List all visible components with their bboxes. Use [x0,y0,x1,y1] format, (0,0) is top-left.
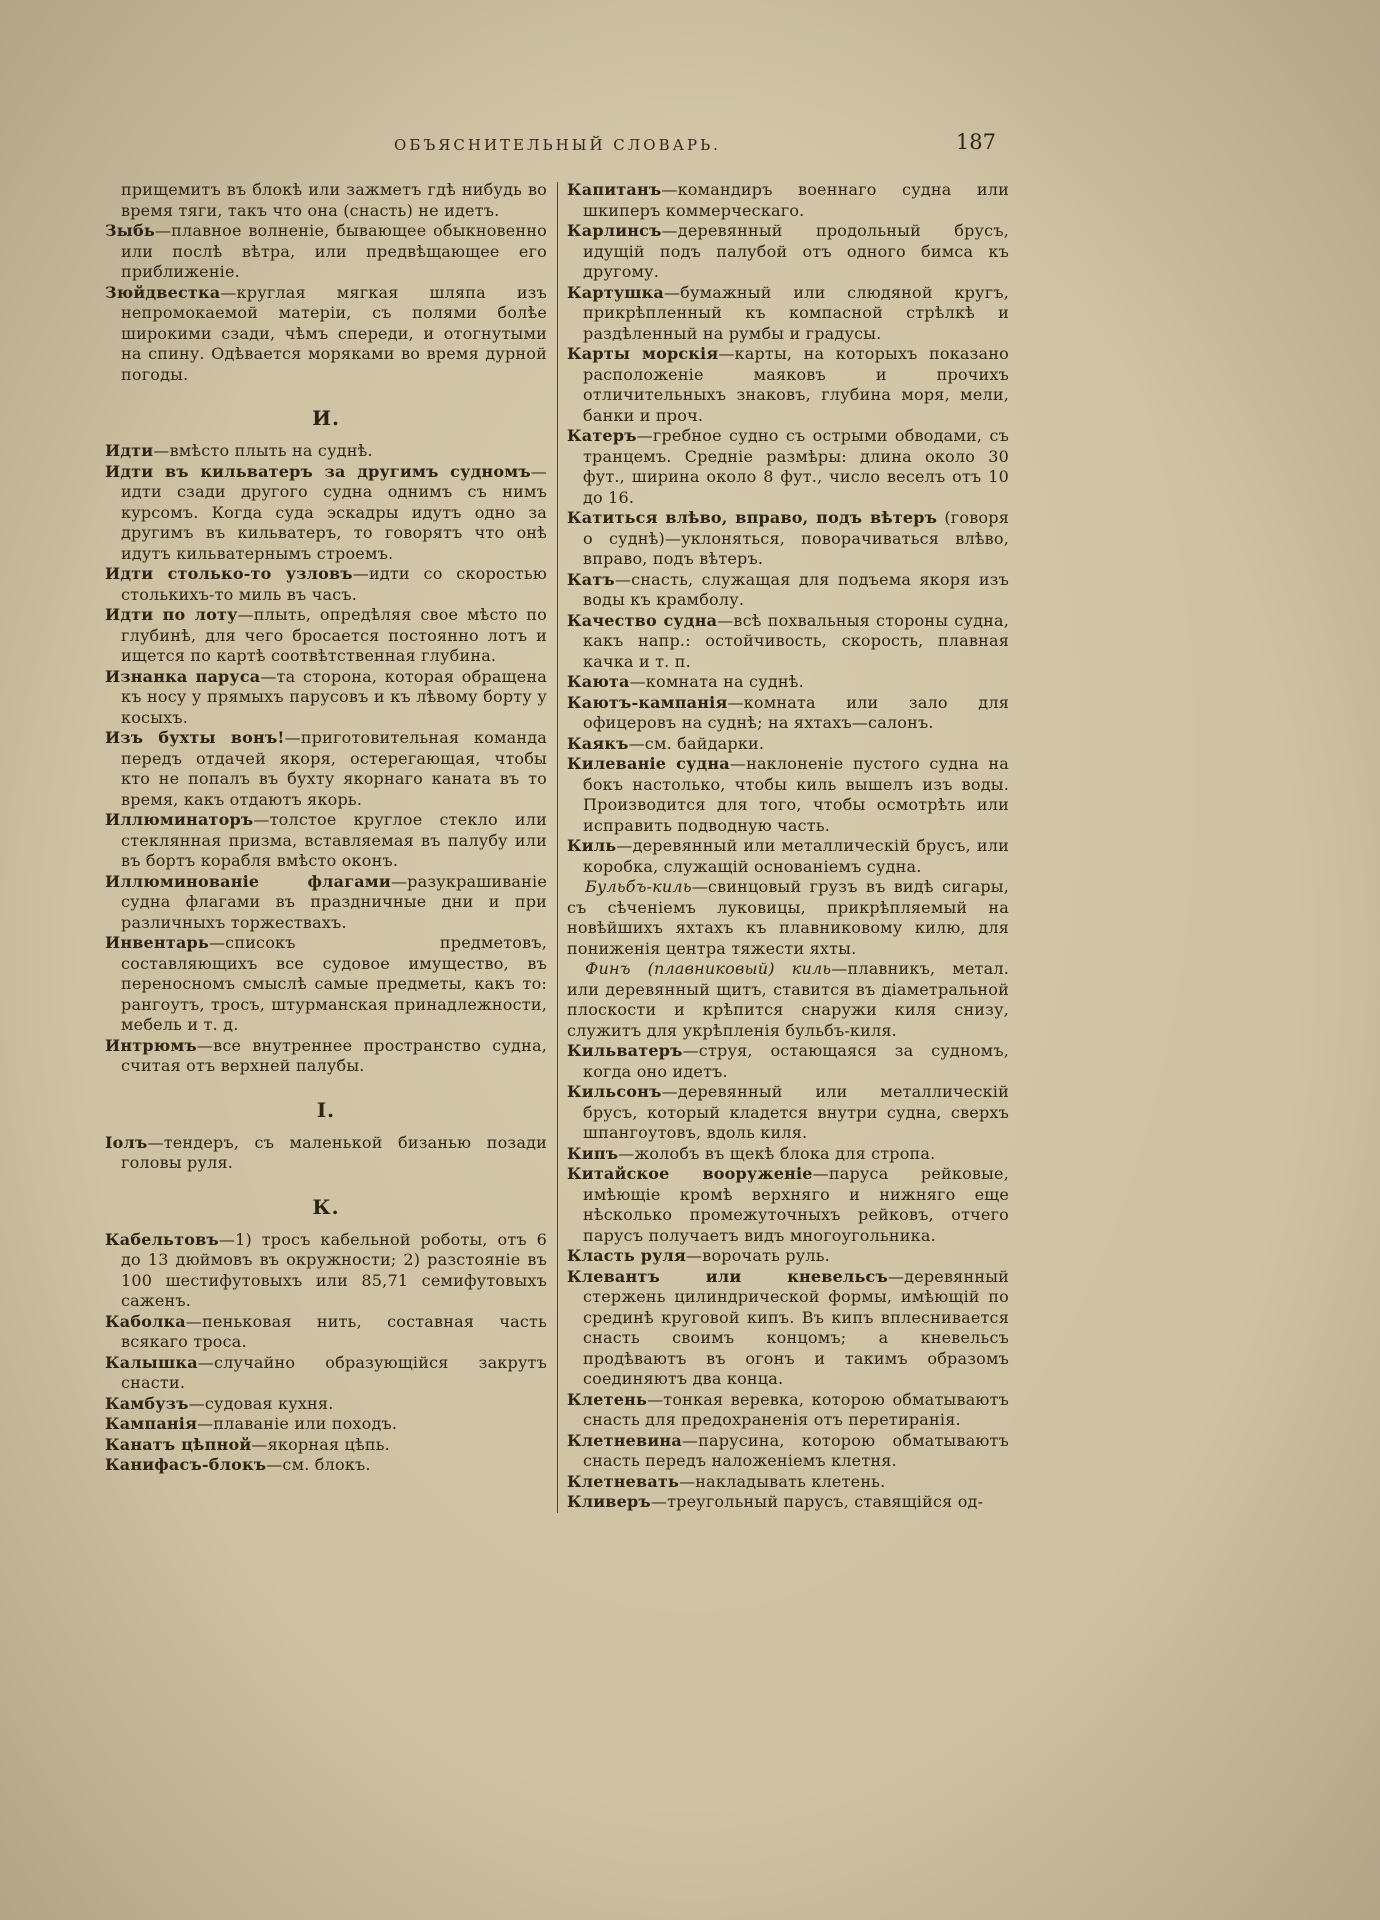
dictionary-entry: Карлинсъ—деревянный продольный брусъ, идущій подъ палубой отъ одного бимса къ другому. [567,221,1009,281]
entry-term: Кливеръ [567,1492,651,1511]
dictionary-entry: Каболка—пеньковая нить, составная часть всякаго троса. [105,1311,547,1351]
entry-term: Кильватеръ [567,1041,683,1060]
entry-term: Зюйдвестка [105,282,221,302]
entry-term: Кампанія [105,1414,198,1433]
entry-term: Камбузъ [105,1393,189,1413]
column-divider [557,182,558,1513]
entry-term: Клевантъ или кневельсъ [567,1266,888,1286]
section-heading: І. [316,1097,336,1122]
entry-term: Карты морскія [567,344,719,363]
dictionary-entry: Кипъ—жолобъ въ щекѣ блока для стропа. [567,1143,936,1163]
text-block [105,180,1010,1513]
dictionary-entry: Карты морскія—карты, на которыхъ показано расположеніе маяковъ и прочихъ отличительныхъ знаковъ, глубина моря, мели, банки и проч. [567,344,1009,425]
entry-term: Катъ [567,569,615,589]
entry-term: Кабельтовъ [105,1229,219,1249]
entry-term: Кипъ [567,1143,619,1163]
right-column [567,180,1009,1513]
dictionary-entry: Картушка—бумажный или слюдяной кругъ, прикрѣпленный къ компасной стрѣлкѣ и раздѣленный на румбы и градусы. [567,282,1009,343]
dictionary-entry: Килеваніе судна—наклоненіе пустого судна на бокъ настолько, чтобы киль вышелъ изъ воды. Производится для того, чтобы осмотрѣть или исправить подводную часть. [567,754,1009,835]
entry-term: Клетневина [567,1430,682,1450]
dictionary-entry: Клетневина—парусина, которою обматываютъ снасть передъ наложеніемъ клетня. [567,1430,1009,1470]
dictionary-entry: Кампанія—плаваніе или походъ. [105,1414,398,1433]
entry-term: Канифасъ-блокъ [105,1455,267,1474]
entry-term: Интрюмъ [105,1035,197,1055]
entry-term: Идти [105,441,154,460]
entry-term: Канатъ цѣпной [105,1434,252,1454]
dictionary-entry: Изъ бухты вонъ!—приготовительная команда передъ отдачей якоря, остерегающая, чтобы кто не попалъ въ бухту якорнаго каната въ то время, какъ отдаютъ якорь. [105,728,547,809]
page-number: 187 [955,130,996,154]
dictionary-entry: Интрюмъ—все внутреннее пространство судна, считая отъ верхней палубы. [105,1035,547,1075]
entry-term: Киль [567,836,617,855]
dictionary-entry: Іолъ—тендеръ, съ маленькой бизанью позади головы руля. [105,1132,547,1172]
entry-term: Каякъ [567,733,629,753]
entry-term: Калышка [105,1352,198,1372]
dictionary-entry: Катеръ—гребное судно съ острыми обводами, съ транцемъ. Средніе размѣры: длина около 30 фут., ширина около 8 фут., число веселъ отъ 10 до 16. [567,426,1009,507]
left-column [105,180,547,1513]
entry-term: Качество судна [567,610,718,630]
entry-term: Бульбъ-киль [585,877,692,896]
dictionary-entry: Катъ—снасть, служащая для подъема якоря изъ воды къ крамболу. [567,569,1009,609]
entry-term: Клетень [567,1389,648,1409]
dictionary-entry: Калышка—случайно образующійся закрутъ снасти. [105,1352,547,1392]
dictionary-entry: Идти—вмѣсто плыть на суднѣ. [105,441,373,460]
dictionary-entry: Изнанка паруса—та сторона, которая обращена къ носу у прямыхъ парусовъ и къ лѣвому борту у косыхъ. [105,666,547,727]
dictionary-entry: Капитанъ—командиръ военнаго судна или шкиперъ коммерческаго. [567,180,1009,220]
entry-term: Изъ бухты вонъ! [105,728,285,747]
dictionary-entry: Бульбъ-киль—свинцовый грузъ въ видѣ сигары, съ сѣченіемъ луковицы, прикрѣпляемый на новѣйшихъ яхтахъ къ плавниковому килю, для пониженія центра тяжести яхты. [567,877,1009,958]
dictionary-entry: Каюта—комната на суднѣ. [567,672,804,691]
entry-term: Китайское вооруженіе [567,1164,813,1183]
dictionary-entry: Киль—деревянный или металлическій брусъ, или коробка, служащій основаніемъ судна. [567,836,1009,876]
entry-term: Іолъ [105,1132,148,1152]
dictionary-entry: Китайское вооруженіе—паруса рейковые, имѣющіе кромѣ верхняго и нижняго еще нѣсколько промежуточныхъ рейковъ, отчего парусъ получаетъ видъ многоугольника. [567,1164,1010,1245]
entry-term: Каютъ-кампанія [567,692,728,712]
entry-term: Инвентарь [105,933,209,952]
dictionary-entry: Клетневать—накладывать клетень. [567,1471,886,1491]
dictionary-entry: Канифасъ-блокъ—см. блокъ. [105,1455,371,1474]
dictionary-entry: Катиться влѣво, вправо, подъ вѣтеръ (говоря о суднѣ)—уклоняться, поворачиваться влѣво, вправо, подъ вѣтеръ. [567,508,1009,568]
entry-term: Килеваніе судна [567,754,730,773]
entry-term: Катеръ [567,426,637,445]
dictionary-entry: Канатъ цѣпной—якорная цѣпь. [105,1434,390,1454]
dictionary-entry: Идти столько-то узловъ—идти со скоростью столькихъ-то миль въ часъ. [105,564,547,604]
dictionary-entry: Кливеръ—треугольный парусъ, ставящійся од- [567,1492,984,1511]
entry-term: Иллюминованіе флагами [105,871,391,891]
dictionary-entry: Кильватеръ—струя, остающаяся за судномъ, когда оно идетъ. [567,1041,1009,1081]
entry-term: Класть руля [567,1246,687,1265]
running-head: ОБЪЯСНИТЕЛЬНЫЙ СЛОВАРЬ. [394,136,721,154]
dictionary-entry: Финъ (плавниковый) киль—плавникъ, метал. или деревянный щитъ, ставится въ діаметральной плоскости и крѣпится снаружи киля снизу, служитъ для укрѣпленія бульбъ-киля. [567,959,1009,1040]
entry-continuation: прищемитъ въ блокѣ или зажметъ гдѣ нибудь во время тяги, такъ что она (снасть) не идетъ. [121,180,547,220]
dictionary-entry: Каютъ-кампанія—комната или зало для офицеровъ на суднѣ; на яхтахъ—салонъ. [567,692,1009,732]
dictionary-entry: Каякъ—см. байдарки. [567,733,765,753]
entry-term: Идти столько-то узловъ [105,564,353,583]
dictionary-entry: Идти въ кильватеръ за другимъ судномъ—идти сзади другого судна однимъ съ нимъ курсомъ. Когда суда эскадры идутъ одно за другимъ въ кильватеръ, то говорятъ что онѣ идутъ кильватернымъ строемъ. [105,461,547,563]
entry-term: Клетневать [567,1471,680,1491]
dictionary-entry: Зюйдвестка—круглая мягкая шляпа изъ непромокаемой матеріи, съ полями болѣе широкими сзади, чѣмъ спереди, и отогнутыми на спину. Одѣвается моряками во время дурной погоды. [105,282,547,384]
dictionary-entry: Класть руля—ворочать руль. [567,1246,830,1265]
entry-term: Изнанка паруса [105,666,261,686]
entry-term: Каболка [105,1311,186,1331]
entry-term: Катиться влѣво, вправо, подъ вѣтеръ [567,508,938,527]
dictionary-entry: Клевантъ или кневельсъ—деревянный стержень цилиндрической формы, имѣющій по срединѣ круговой кипъ. Въ кипъ вплеснивается снасть своимъ концомъ; а кневельсъ продѣваютъ въ огонъ и такимъ образомъ соединяютъ два конца. [567,1266,1009,1388]
dictionary-entry: Кабельтовъ—1) тросъ кабельной роботы, отъ 6 до 13 дюймовъ въ окружности; 2) разстояніе въ 100 шестифутовыхъ или 85,71 семифутовыхъ саженъ. [105,1229,547,1310]
entry-term: Капитанъ [567,180,662,199]
dictionary-entry: Клетень—тонкая веревка, которою обматываютъ снасть для предохраненія отъ перетиранія. [567,1389,1009,1429]
entry-term: Кильсонъ [567,1082,662,1101]
dictionary-entry: Зыбь—плавное волненіе, бывающее обыкновенно или послѣ вѣтра, или предвѣщающее его приближеніе. [105,221,547,281]
entry-term: Картушка [567,282,664,302]
entry-term: Иллюминаторъ [105,810,254,829]
section-heading: И. [312,406,340,430]
entry-term: Зыбь [105,221,155,240]
entry-term: Каюта [567,672,630,691]
entry-term: Идти въ кильватеръ за другимъ судномъ [105,461,531,481]
section-heading: К. [312,1194,340,1219]
dictionary-entry: Качество судна—всѣ похвальныя стороны судна, какъ напр.: остойчивость, скорость, плавная качка и т. п. [567,610,1010,671]
dictionary-entry: Инвентарь—списокъ предметовъ, составляющихъ все судовое имущество, въ переносномъ смыслѣ самые предметы, какъ то: рангоутъ, тросъ, штурманская принадлежности, мебель и т. д. [105,933,547,1034]
dictionary-entry: Иллюминаторъ—толстое круглое стекло или стеклянная призма, вставляемая въ палубу или въ бортъ корабля вмѣсто оконъ. [105,810,547,870]
dictionary-entry: Иллюминованіе флагами—разукрашиваніе судна флагами въ праздничные дни и при различныхъ торжествахъ. [105,871,547,932]
dictionary-entry: Идти по лоту—плыть, опредѣляя свое мѣсто по глубинѣ, для чего бросается постоянно лотъ и ищется по картѣ соотвѣтственная глубина. [105,605,547,665]
dictionary-entry: Кильсонъ—деревянный или металлическій брусъ, который кладется внутри судна, сверхъ шпангоутовъ, вдоль киля. [567,1082,1009,1142]
entry-term: Финъ (плавниковый) киль [585,959,832,978]
entry-term: Карлинсъ [567,221,662,240]
page-header [105,130,1010,164]
entry-term: Идти по лоту [105,605,238,624]
dictionary-entry: Камбузъ—судовая кухня. [105,1393,334,1413]
